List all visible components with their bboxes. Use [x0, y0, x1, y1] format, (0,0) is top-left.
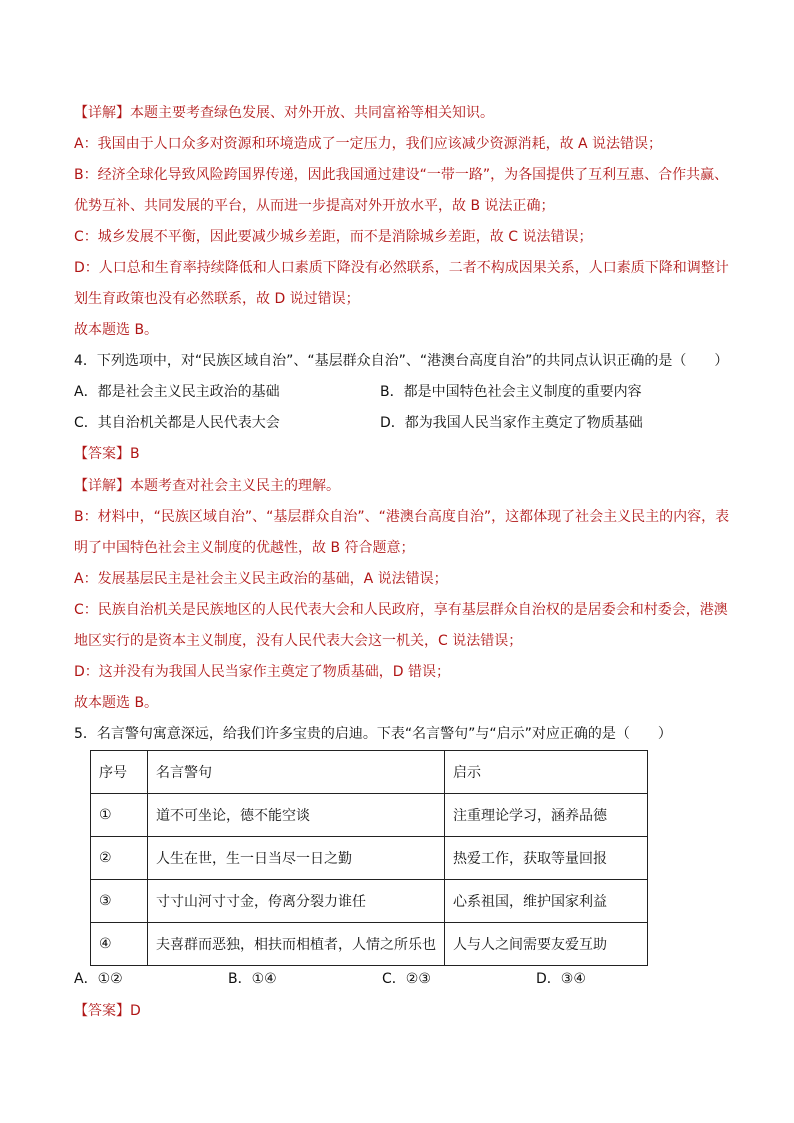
q4-conclusion: 故本题选 B。	[74, 695, 159, 711]
q4-option-c: C．其自治机关都是人民代表大会	[74, 415, 280, 431]
row-insight: 注重理论学习，涵养品德	[445, 794, 648, 837]
q5-option-a: A．①②	[74, 971, 123, 987]
q3-line-a: A：我国由于人口众多对资源和环境造成了一定压力，我们应该减少资源消耗，故 A 说法错误；	[74, 136, 663, 152]
q5-option-c: C．②③	[382, 971, 431, 987]
q4-answer-tag: 【答案】	[74, 446, 130, 462]
q4-answer-value: B	[130, 446, 140, 462]
quotes-table	[90, 750, 648, 966]
q5-answer	[74, 1001, 141, 1021]
q4-line-d: D：这并没有为我国人民当家作主奠定了物质基础，D 错误；	[74, 664, 451, 680]
header-number: 序号	[91, 751, 148, 794]
q5-stem: 5．名言警句寓意深远，给我们许多宝贵的启迪。下表“名言警句”与“启示”对应正确的是（ ）	[74, 726, 672, 742]
table-row	[91, 923, 648, 966]
q4-detail-tag: 【详解】	[74, 478, 130, 494]
q3-detail-text: 本题主要考查绿色发展、对外开放、共同富裕等相关知识。	[130, 105, 494, 121]
q3-detail-tag: 【详解】	[74, 105, 130, 121]
q4-line-b1: B：材料中，“民族区域自治”、“基层群众自治”、“港澳台高度自治”，这都体现了社会主义民主的内容，表	[74, 509, 730, 525]
q4-stem: 4．下列选项中，对“民族区域自治”、“基层群众自治”、“港澳台高度自治”的共同点认识正确的是（ ）	[74, 353, 729, 369]
row-number: ②	[91, 837, 148, 880]
q4-detail	[74, 476, 340, 496]
q5-answer-value: D	[130, 1003, 141, 1019]
header-insight: 启示	[445, 751, 648, 794]
q5-option-b: B．①④	[228, 971, 277, 987]
q3-detail	[74, 103, 494, 123]
q5-option-d: D．③④	[536, 971, 586, 987]
row-insight: 人与人之间需要友爱互助	[445, 923, 648, 966]
q3-line-b1: B：经济全球化导致风险跨国界传递，因此我国通过建设“一带一路”，为各国提供了互利互惠、合作共赢、	[74, 167, 729, 183]
q3-line-b2: 优势互补、共同发展的平台，从而进一步提高对外开放水平，故 B 说法正确；	[74, 198, 555, 214]
table-row	[91, 837, 648, 880]
table-row	[91, 794, 648, 837]
row-quote: 寸寸山河寸寸金，侉离分裂力谁任	[148, 880, 445, 923]
table-header-row	[91, 751, 648, 794]
q3-line-c: C：城乡发展不平衡，因此要减少城乡差距，而不是消除城乡差距，故 C 说法错误；	[74, 229, 593, 245]
q4-line-c1: C：民族自治机关是民族地区的人民代表大会和人民政府，享有基层群众自治权的是居委会和村委会，港澳	[74, 602, 728, 618]
q5-answer-tag: 【答案】	[74, 1003, 130, 1019]
row-insight: 热爱工作，获取等量回报	[445, 837, 648, 880]
row-quote: 人生在世，生一日当尽一日之勤	[148, 837, 445, 880]
q3-line-d1: D：人口总和生育率持续降低和人口素质下降没有必然联系，二者不构成因果关系，人口素质下降和调整计	[74, 260, 729, 276]
row-number: ④	[91, 923, 148, 966]
q3-conclusion: 故本题选 B。	[74, 322, 159, 338]
q4-line-a: A：发展基层民主是社会主义民主政治的基础，A 说法错误；	[74, 571, 448, 587]
row-quote: 道不可坐论，德不能空谈	[148, 794, 445, 837]
q4-option-d: D．都为我国人民当家作主奠定了物质基础	[380, 415, 643, 431]
row-insight: 心系祖国，维护国家利益	[445, 880, 648, 923]
q4-option-a: A．都是社会主义民主政治的基础	[74, 384, 280, 400]
q4-option-b: B．都是中国特色社会主义制度的重要内容	[380, 384, 642, 400]
q4-detail-text: 本题考查对社会主义民主的理解。	[130, 478, 340, 494]
header-quote: 名言警句	[148, 751, 445, 794]
q3-line-d2: 划生育政策也没有必然联系，故 D 说过错误；	[74, 291, 360, 307]
q4-answer	[74, 444, 140, 464]
row-quote: 夫喜群而恶独，相扶而相植者，人情之所乐也	[148, 923, 445, 966]
q4-line-c2: 地区实行的是资本主义制度，没有人民代表大会这一机关，C 说法错误；	[74, 633, 523, 649]
row-number: ③	[91, 880, 148, 923]
q4-line-b2: 明了中国特色社会主义制度的优越性，故 B 符合题意；	[74, 540, 415, 556]
table-row	[91, 880, 648, 923]
row-number: ①	[91, 794, 148, 837]
